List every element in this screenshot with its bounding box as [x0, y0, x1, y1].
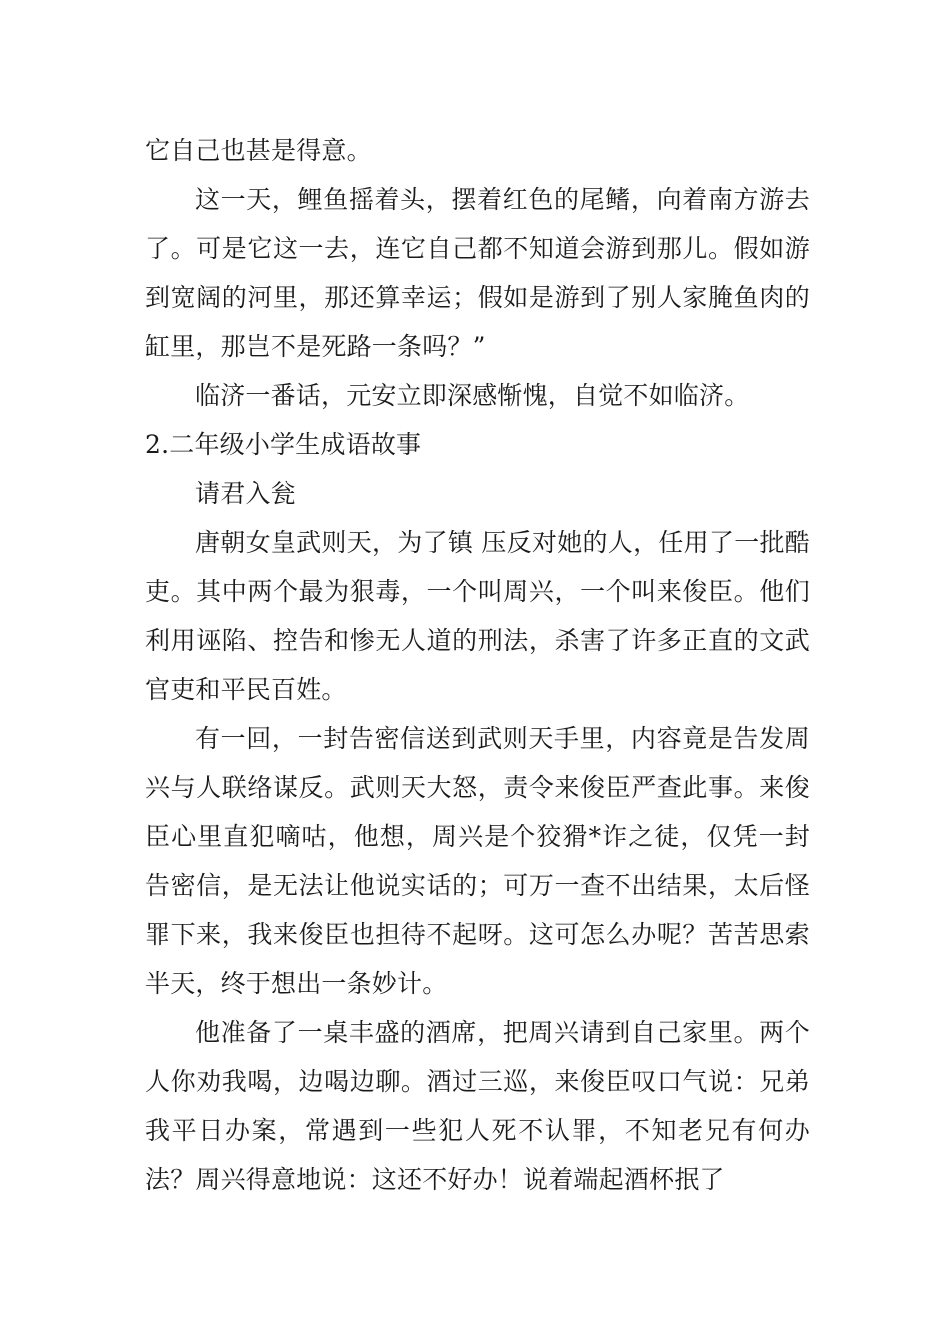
- paragraph-carp-story: 这一天，鲤鱼摇着头，摆着红色的尾鳍，向着南方游去了。可是它这一去，连它自己都不知道会游到那儿。假如游到宽阔的河里，那还算幸运；假如是游到了别人家腌鱼肉的缸里，那岂不是死路一条吗？”: [145, 185, 810, 361]
- story-paragraph-letter: 有一回，一封告密信送到武则天手里，内容竟是告发周兴与人联络谋反。武则天大怒，责令来俊臣严查此事。来俊臣心里直犯嘀咕，他想，周兴是个狡猾*诈之徒，仅凭一封告密信，是无法让他说实话的；可万一查不出结果，太后怪罪下来，我来俊臣也担待不起呀。这可怎么办呢？苦苦思索半天，终于想出一条妙计。: [145, 724, 810, 998]
- story-paragraph-intro: 唐朝女皇武则天，为了镇 压反对她的人，任用了一批酷吏。其中两个最为狠毒，一个叫周兴，一个叫来俊臣。他们利用诬陷、控告和惨无人道的刑法，杀害了许多正直的文武官吏和平民百姓。: [145, 528, 810, 704]
- paragraph-conclusion: 临济一番话，元安立即深感惭愧，自觉不如临济。: [195, 381, 750, 410]
- paragraph-continuation: 它自己也甚是得意。: [145, 136, 372, 165]
- section-heading: 2.二年级小学生成语故事: [145, 430, 422, 459]
- story-paragraph-banquet: 他准备了一桌丰盛的酒席，把周兴请到自己家里。两个人你劝我喝，边喝边聊。酒过三巡，来俊臣叹口气说：兄弟我平日办案，常遇到一些犯人死不认罪，不知老兄有何办法？周兴得意地说：这还不好办！说着端起酒杯抿了: [145, 1018, 810, 1194]
- story-title: 请君入瓮: [195, 479, 296, 508]
- document-body: [145, 126, 810, 1204]
